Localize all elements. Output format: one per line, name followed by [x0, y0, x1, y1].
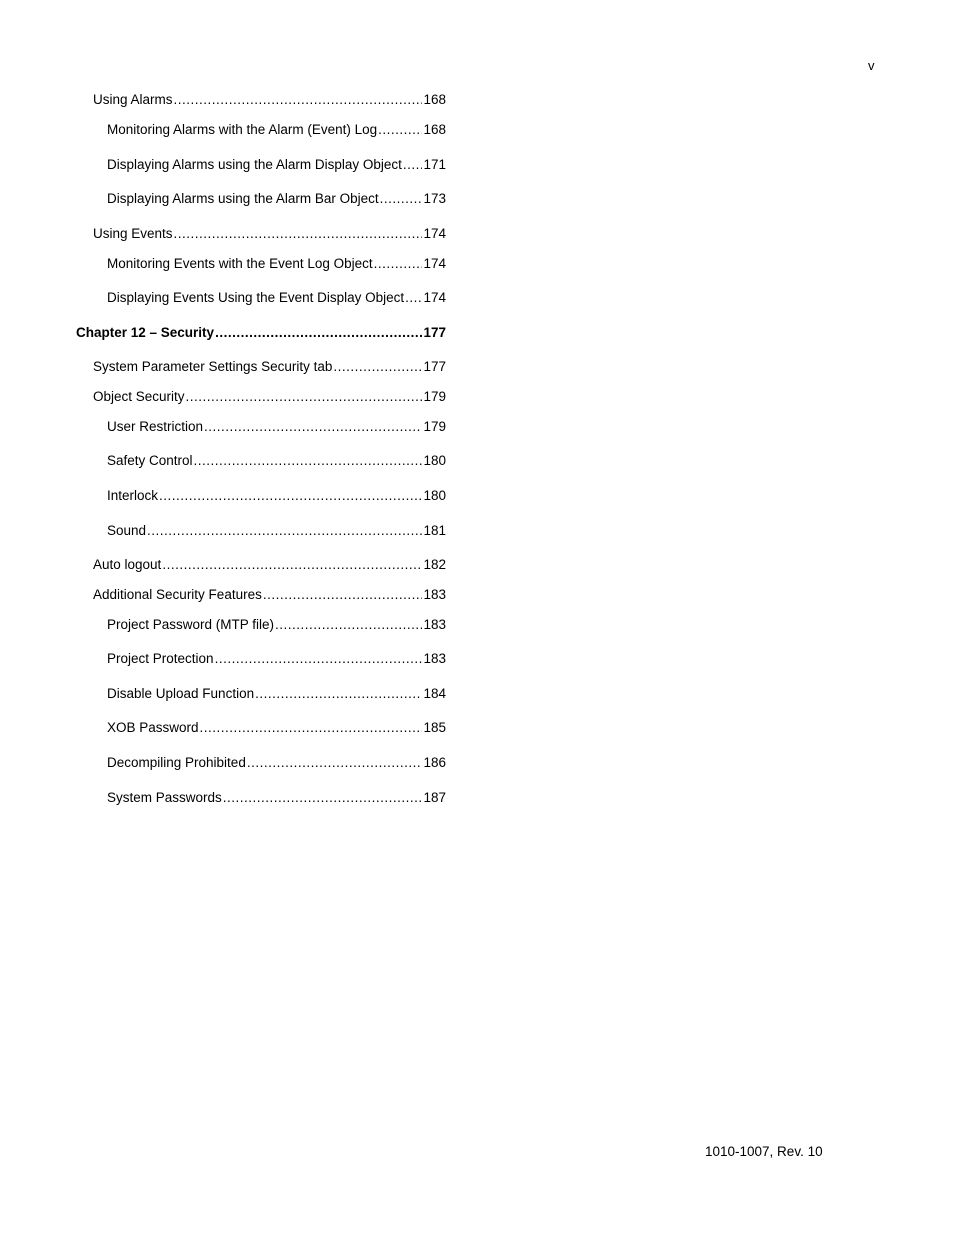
toc-dot-leader [333, 358, 422, 376]
toc-entry-page: 174 [423, 256, 446, 271]
toc-entry-title: User Restriction [107, 419, 204, 434]
toc-entry[interactable] [107, 616, 446, 634]
toc-entry-page: 174 [423, 290, 446, 305]
toc-dot-leader [147, 522, 422, 540]
toc-entry-page: 179 [423, 419, 446, 434]
toc-entry-title: Project Password (MTP file) [107, 617, 275, 632]
toc-entry-title: Displaying Events Using the Event Display Object [107, 290, 405, 305]
toc-entry-page: 180 [423, 453, 446, 468]
toc-entry-page: 173 [423, 191, 446, 206]
toc-entry-page: 177 [423, 325, 446, 340]
toc-dot-leader [200, 719, 423, 737]
toc-dot-leader [204, 418, 422, 436]
toc-entry-page: 180 [423, 488, 446, 503]
toc-entry-page: 183 [423, 587, 446, 602]
toc-entry[interactable] [107, 156, 446, 174]
toc-entry-page: 186 [423, 755, 446, 770]
toc-dot-leader [275, 616, 422, 634]
toc-entry-title: Displaying Alarms using the Alarm Display Object [107, 157, 402, 172]
toc-entry-title: Interlock [107, 488, 159, 503]
toc-entry-page: 179 [423, 389, 446, 404]
toc-entry-title: Using Alarms [93, 92, 173, 107]
toc-dot-leader [403, 156, 423, 174]
toc-dot-leader [174, 225, 423, 243]
toc-entry-title: Auto logout [93, 557, 162, 572]
toc-entry[interactable] [107, 754, 446, 772]
toc-dot-leader [215, 650, 423, 668]
toc-entry[interactable] [107, 522, 446, 540]
toc-entry-page: 177 [423, 359, 446, 374]
toc-entry[interactable] [107, 789, 446, 807]
toc-dot-leader [159, 487, 422, 505]
toc-dot-leader [380, 190, 423, 208]
toc-entry-page: 184 [423, 686, 446, 701]
toc-entry[interactable] [107, 289, 446, 307]
toc-entry-page: 174 [423, 226, 446, 241]
toc-entry-title: Additional Security Features [93, 587, 262, 602]
toc-dot-leader [247, 754, 423, 772]
toc-entry[interactable] [93, 586, 446, 604]
toc-entry-page: 187 [423, 790, 446, 805]
toc-entry[interactable] [107, 650, 446, 668]
toc-dot-leader [263, 586, 423, 604]
toc-entry[interactable] [107, 452, 446, 470]
toc-entry[interactable] [107, 719, 446, 737]
toc-entry[interactable] [76, 324, 446, 342]
toc-entry-title: Monitoring Events with the Event Log Object [107, 256, 373, 271]
toc-dot-leader [174, 91, 423, 109]
page-number: v [868, 58, 875, 73]
toc-dot-leader [374, 255, 423, 273]
toc-entry-title: System Passwords [107, 790, 222, 805]
toc-entry[interactable] [93, 225, 446, 243]
toc-entry-title: Using Events [93, 226, 173, 241]
toc-entry-title: Object Security [93, 389, 185, 404]
toc-entry[interactable] [107, 121, 446, 139]
toc-entry[interactable] [93, 91, 446, 109]
toc-entry[interactable] [107, 418, 446, 436]
toc-entry-page: 185 [423, 720, 446, 735]
footer-doc-id: 1010-1007, Rev. 10 [705, 1144, 823, 1159]
toc-dot-leader [194, 452, 423, 470]
toc-entry-page: 171 [423, 157, 446, 172]
toc-entry-page: 181 [423, 523, 446, 538]
toc-entry[interactable] [107, 190, 446, 208]
toc-entry-title: Chapter 12 – Security [76, 325, 215, 340]
toc-entry-title: Decompiling Prohibited [107, 755, 246, 770]
toc-entry-title: Sound [107, 523, 147, 538]
toc-entry-page: 183 [423, 617, 446, 632]
toc-entry-title: Disable Upload Function [107, 686, 255, 701]
toc-entry-title: System Parameter Settings Security tab [93, 359, 333, 374]
toc-dot-leader [405, 289, 422, 307]
toc-entry-title: Project Protection [107, 651, 214, 666]
toc-entry[interactable] [93, 388, 446, 406]
toc-entry[interactable] [107, 685, 446, 703]
toc-dot-leader [255, 685, 422, 703]
toc-dot-leader [162, 556, 422, 574]
toc-entry-title: XOB Password [107, 720, 199, 735]
toc-dot-leader [215, 324, 422, 342]
toc-entry-title: Monitoring Alarms with the Alarm (Event) Log [107, 122, 378, 137]
toc-dot-leader [378, 121, 422, 139]
toc-entry-title: Safety Control [107, 453, 193, 468]
toc-entry[interactable] [107, 255, 446, 273]
toc-entry-page: 182 [423, 557, 446, 572]
toc-entry[interactable] [107, 487, 446, 505]
toc-entry-title: Displaying Alarms using the Alarm Bar Object [107, 191, 379, 206]
toc-entry-page: 168 [423, 92, 446, 107]
toc-entry-page: 183 [423, 651, 446, 666]
toc-dot-leader [186, 388, 423, 406]
toc-entry[interactable] [93, 358, 446, 376]
toc-dot-leader [223, 789, 423, 807]
toc-entry-page: 168 [423, 122, 446, 137]
toc-entry[interactable] [93, 556, 446, 574]
